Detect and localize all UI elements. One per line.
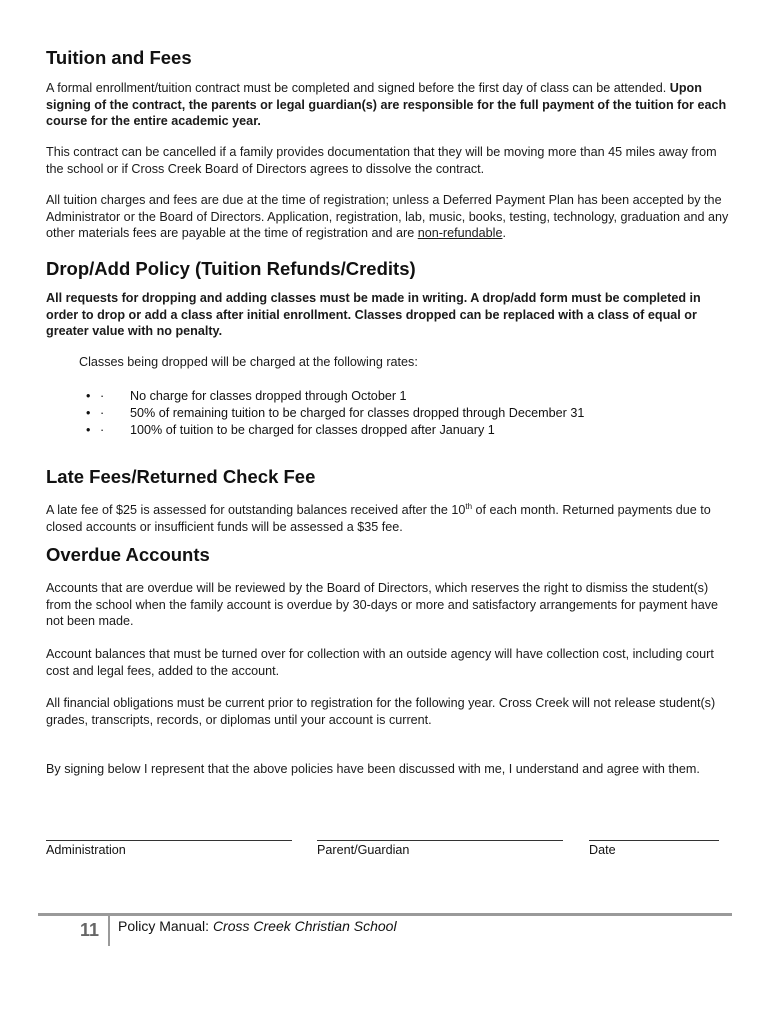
tuition-contract-text: A formal enrollment/tuition contract must be completed and signed before the first day of class can be attended. bbox=[46, 81, 667, 95]
overdue-paragraph-2: Account balances that must be turned over for collection with an outside agency will have collection cost, including court cost and legal fees, added to the account. bbox=[46, 647, 714, 678]
bullet-icon: • bbox=[86, 423, 91, 437]
dropadd-rates-intro: Classes being dropped will be charged at the following rates: bbox=[79, 355, 418, 369]
bullet-text: 100% of tuition to be charged for classes dropped after January 1 bbox=[130, 423, 495, 437]
overdue-paragraph-1: Accounts that are overdue will be reviewed by the Board of Directors, which reserves the right to dismiss the student(s) from the school when the family account is overdue by 30-days or more and satisfactory arrangements for payment have not been made. bbox=[46, 581, 719, 629]
tuition-responsibility-text: Upon signing of the contract, the parents or legal guardian(s) are responsible for the full payment of the tuition for each course for the entire academic year. bbox=[46, 81, 727, 129]
agreement-paragraph: By signing below I represent that the above policies have been discussed with me, I understand and agree with them. bbox=[46, 762, 700, 776]
latefees-heading: Late Fees/Returned Check Fee bbox=[46, 466, 316, 487]
ordinal-suffix: th bbox=[465, 502, 473, 511]
overdue-heading: Overdue Accounts bbox=[46, 544, 210, 565]
returned-payment-text: of each month. Returned payments due to closed accounts or insufficient funds will be assessed a $35 fee. bbox=[46, 503, 711, 534]
mid-dot-icon: · bbox=[100, 423, 105, 437]
tuition-paragraph-3 bbox=[46, 192, 736, 242]
late-fee-text: A late fee of $25 is assessed for outstanding balances received after the 10 bbox=[46, 503, 466, 518]
non-refundable-text: non-refundable bbox=[417, 226, 503, 241]
bullet-text: 50% of remaining tuition to be charged for classes dropped through December 31 bbox=[130, 406, 585, 420]
tuition-fees-text: All tuition charges and fees are due at the time of registration; unless a Deferred Payment Plan has been accepted by the Administrator or the Board of Directors. Application, registration, lab, music, books, testing, technology, graduation and any other materials fees are payable at the time of registration and are bbox=[46, 193, 729, 241]
administration-label: Administration bbox=[46, 843, 126, 857]
list-item bbox=[86, 388, 407, 404]
mid-dot-icon: · bbox=[100, 406, 105, 420]
tuition-fees-end: . bbox=[502, 226, 506, 241]
overdue-paragraph-3: All financial obligations must be current prior to registration for the following year. Cross Creek will not release student(s) grades, transcripts, records, or diplomas until your account is current. bbox=[46, 696, 716, 727]
footer-school-name: Cross Creek Christian School bbox=[212, 918, 397, 934]
dropadd-heading: Drop/Add Policy (Tuition Refunds/Credits) bbox=[46, 258, 416, 279]
footer-separator bbox=[108, 914, 110, 946]
dropadd-paragraph-1: All requests for dropping and adding classes must be made in writing. A drop/add form must be completed in order to drop or add a class after initial enrollment. Classes dropped can be replaced with a class of equal or greater value with no penalty. bbox=[46, 291, 701, 339]
bullet-icon: • bbox=[86, 389, 91, 403]
parent-guardian-label: Parent/Guardian bbox=[317, 843, 410, 857]
page-number: 11 bbox=[80, 920, 100, 940]
date-label: Date bbox=[589, 843, 616, 857]
bullet-text: No charge for classes dropped through October 1 bbox=[130, 389, 407, 403]
administration-signature-line bbox=[46, 826, 292, 841]
bullet-icon: • bbox=[86, 406, 91, 420]
footer-rule bbox=[38, 913, 732, 916]
tuition-paragraph-2: This contract can be cancelled if a family provides documentation that they will be moving more than 45 miles away from the school or if Cross Creek Board of Directors agrees to dissolve the contract. bbox=[46, 145, 717, 176]
list-item bbox=[86, 422, 495, 438]
date-signature-line bbox=[589, 826, 719, 841]
tuition-paragraph-1 bbox=[46, 80, 736, 130]
mid-dot-icon: · bbox=[100, 389, 105, 403]
footer-title bbox=[118, 918, 397, 934]
parent-signature-line bbox=[317, 826, 563, 841]
footer-label: Policy Manual: bbox=[118, 918, 213, 934]
latefees-paragraph bbox=[46, 499, 736, 535]
tuition-heading: Tuition and Fees bbox=[46, 47, 192, 68]
list-item bbox=[86, 405, 584, 421]
